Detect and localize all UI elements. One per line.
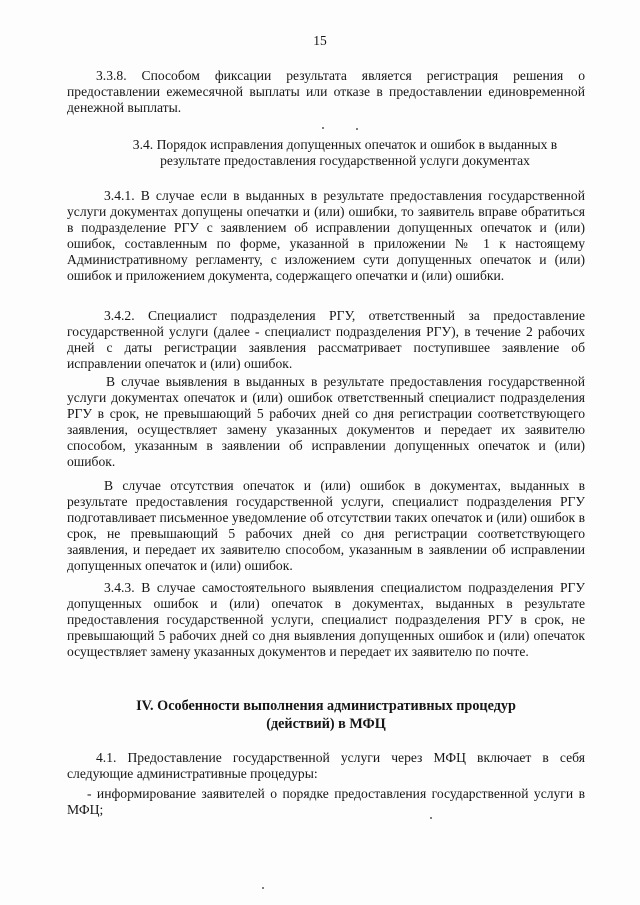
subsection-heading-3-4: 3.4. Порядок исправления допущенных опечаток и ошибок в выданных в результате предоставления государственной услуги документах xyxy=(132,137,558,168)
section-heading-iv xyxy=(67,697,585,733)
scan-speck xyxy=(322,127,324,129)
scan-speck xyxy=(356,128,358,130)
paragraph-errors-found: В случае выявления в выданных в результате предоставления государственной услуги документах опечаток и (или) ошибок ответственный специалист подразделения РГУ в срок, не превышающий 5 рабочих дней со дня регистрации соответствующего заявления, осуществляет замену указанных документов и передает их заявителю способом, указанным в заявлении об исправлении допущенных опечаток и (или) ошибок. xyxy=(67,374,585,469)
paragraph-errors-absent: В случае отсутствия опечаток и (или) ошибок в документах, выданных в результате предоставления государственной услуги, специалист подразделения РГУ подготавливает письменное уведомление об отсутствии таких опечаток и (или) ошибок в срок, не превышающий 5 рабочих дней со дня регистрации соответствующего заявления, и передает их заявителю способом, указанным в заявлении об исправлении допущенных опечаток и (или) ошибок. xyxy=(67,478,585,573)
paragraph-3-4-3: 3.4.3. В случае самостоятельного выявления специалистом подразделения РГУ допущенных ошибок и (или) опечаток в документах, выданных в результате предоставления государственной услуги, специалист подразделения РГУ в срок, не превышающий 5 рабочих дней со дня выявления допущенных ошибок и (или) опечаток осуществляет замену указанных документов и передает их заявителю по почте. xyxy=(67,580,585,659)
paragraph-3-4-1: 3.4.1. В случае если в выданных в результате предоставления государственной услуги документах допущены опечатки и (или) ошибки, то заявитель вправе обратиться в подразделение РГУ с заявлением об исправлении допущенных опечаток и (или) ошибок, составленным по форме, указанной в приложении № 1 к настоящему Административному регламенту, с изложением сути допущенных опечаток и (или) ошибок и приложением документа, содержащего опечатки и (или) ошибки. xyxy=(67,188,585,283)
paragraph-4-1: 4.1. Предоставление государственной услуги через МФЦ включает в себя следующие административные процедуры: xyxy=(67,750,585,781)
paragraph-3-3-8: 3.3.8. Способом фиксации результата является регистрация решения о предоставлении ежемесячной выплаты или отказе в предоставлении единовременной денежной выплаты. xyxy=(67,68,585,115)
scan-speck xyxy=(430,817,432,819)
section-heading-line-1: IV. Особенности выполнения административных процедур xyxy=(136,698,516,714)
page-number: 15 xyxy=(313,33,327,48)
scan-speck xyxy=(262,887,264,889)
section-heading-line-2: (действий) в МФЦ xyxy=(266,716,386,732)
paragraph-3-4-2: 3.4.2. Специалист подразделения РГУ, ответственный за предоставление государственной услуги (далее - специалист подразделения РГУ), в течение 2 рабочих дней с даты регистрации заявления рассматривает поступившее заявление об исправлении опечаток и (или) ошибок. xyxy=(67,308,585,371)
list-item: - информирование заявителей о порядке предоставления государственной услуги в МФЦ; xyxy=(67,786,585,817)
